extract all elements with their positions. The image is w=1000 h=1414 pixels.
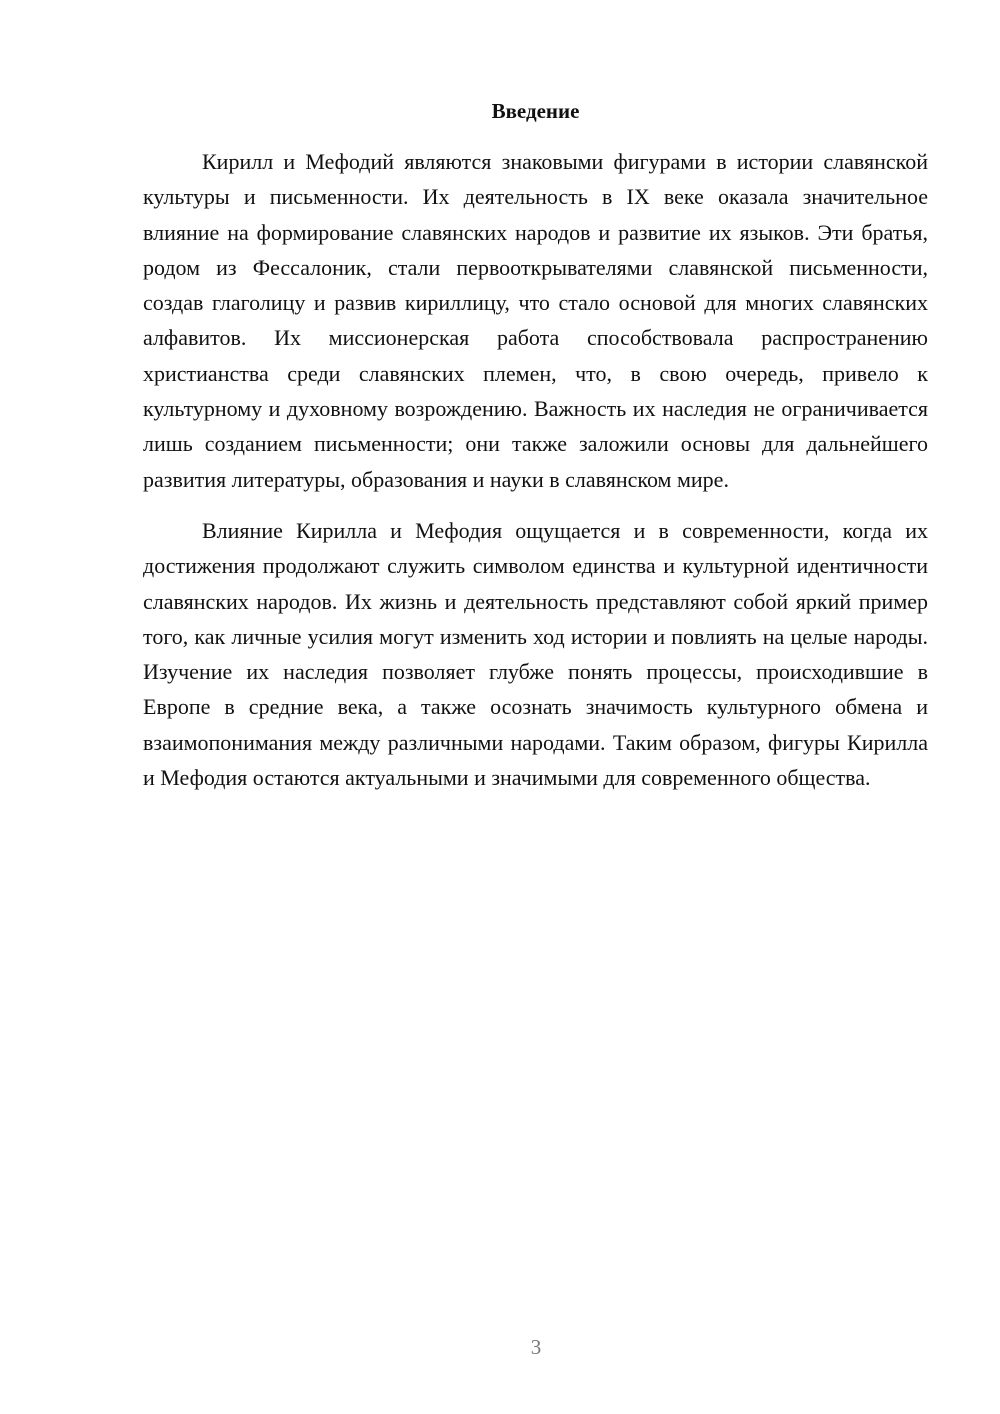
paragraph-2: Влияние Кирилла и Мефодия ощущается и в современности, когда их достижения продолжают служить символом единства и культурной идентичности славянских народов. Их жизнь и деятельность представляют собой яркий пример того, как личные усилия могут изменить ход истории и повлиять на целые народы. Изучение их наследия позволяет глубже понять процессы, происходившие в Европе в средние века, а также осознать значимость культурного обмена и взаимопонимания между различными народами. Таким образом, фигуры Кирилла и Мефодия остаются актуальными и значимыми для современного общества. (143, 517, 928, 791)
page-content (143, 96, 928, 795)
paragraph-1: Кирилл и Мефодий являются знаковыми фигурами в истории славянской культуры и письменности. Их деятельность в IX веке оказала значительное влияние на формирование славянских народов и развитие их языков. Эти братья, родом из Фессалоник, стали первооткрывателями славянской письменности, создав глаголицу и развив кириллицу, что стало основой для многих славянских алфавитов. Их миссионерская работа способствовала распространению христианства среди славянских племен, что, в свою очередь, привело к культурному и духовному возрождению. Важность их наследия не ограничивается лишь созданием письменности; они также заложили основы для дальнейшего развития литературы, образования и науки в славянском мире. (143, 149, 928, 492)
section-heading: Введение (491, 99, 580, 123)
page-number: 3 (530, 1335, 542, 1359)
